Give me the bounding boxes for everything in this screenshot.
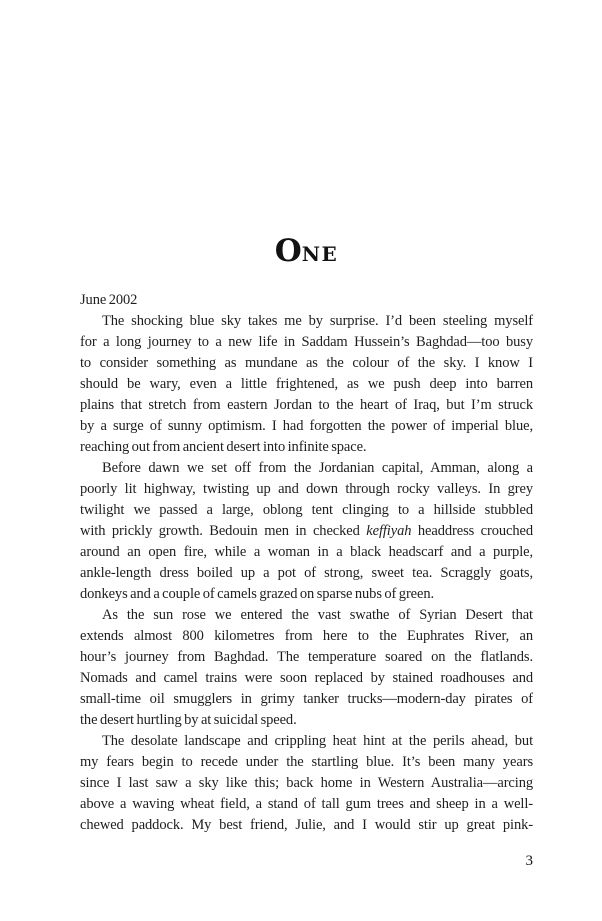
text-line: my fears begin to recede under the startling blue. It’s been many years xyxy=(80,754,533,770)
text-line: should be wary, even a little frightened, as we push deep into barren xyxy=(80,376,533,392)
text-line: The desolate landscape and crippling heat hint at the perils ahead, but xyxy=(102,733,533,749)
text-line: hour’s journey from Baghdad. The temperature soared on the flatlands. xyxy=(80,649,533,665)
chapter-title xyxy=(80,234,533,270)
text-line: the desert hurtling by at suicidal speed. xyxy=(80,712,297,728)
text-line: donkeys and a couple of camels grazed on sparse nubs of green. xyxy=(80,586,435,602)
body-text xyxy=(80,290,533,836)
text-line: As the sun rose we entered the vast swathe of Syrian Desert that xyxy=(102,607,533,623)
dateline: June 2002 xyxy=(80,292,138,308)
text-line: reaching out from ancient desert into infinite space. xyxy=(80,439,367,455)
text-line: twilight we passed a large, oblong tent clinging to a hillside stubbled xyxy=(80,502,533,518)
italic-text: keffiyah xyxy=(366,523,412,539)
text-line: by a surge of sunny optimism. I had forgotten the power of imperial blue, xyxy=(80,418,533,434)
text-line: since I last saw a sky like this; back home in Western Australia—arcing xyxy=(80,775,533,791)
text-line: poorly lit highway, twisting up and down through rocky valleys. In grey xyxy=(80,481,533,497)
text-line: chewed paddock. My best friend, Julie, and I would stir up great pink- xyxy=(80,817,533,833)
text-line: Before dawn we set off from the Jordanian capital, Amman, along a xyxy=(102,460,533,476)
text-line: The shocking blue sky takes me by surprise. I’d been steeling myself xyxy=(102,313,533,329)
text-line xyxy=(80,521,533,542)
text-segment: headdress crouched xyxy=(411,523,533,539)
text-line: ankle-length dress boiled up a pot of strong, sweet tea. Scraggly goats, xyxy=(80,565,533,581)
text-segment: with prickly growth. Bedouin men in checked xyxy=(80,523,367,539)
text-line: plains that stretch from eastern Jordan to the heart of Iraq, but I’m struck xyxy=(80,397,533,413)
chapter-title-initial: O xyxy=(274,233,302,269)
text-line: for a long journey to a new life in Saddam Hussein’s Baghdad—too busy xyxy=(80,334,533,350)
text-line: around an open fire, while a woman in a black headscarf and a purple, xyxy=(80,544,533,560)
text-line: small-time oil smugglers in grimy tanker trucks—modern-day pirates of xyxy=(80,691,533,707)
text-line: above a waving wheat field, a stand of tall gum trees and sheep in a well- xyxy=(80,796,533,812)
text-line: to consider something as mundane as the colour of the sky. I know I xyxy=(80,355,533,371)
text-line: extends almost 800 kilometres from here to the Euphrates River, an xyxy=(80,628,533,644)
chapter-title-rest: NE xyxy=(301,242,339,266)
body-paragraphs xyxy=(80,311,533,836)
text-line: Nomads and camel trains were soon replaced by stained roadhouses and xyxy=(80,670,533,686)
page-number: 3 xyxy=(525,853,533,869)
